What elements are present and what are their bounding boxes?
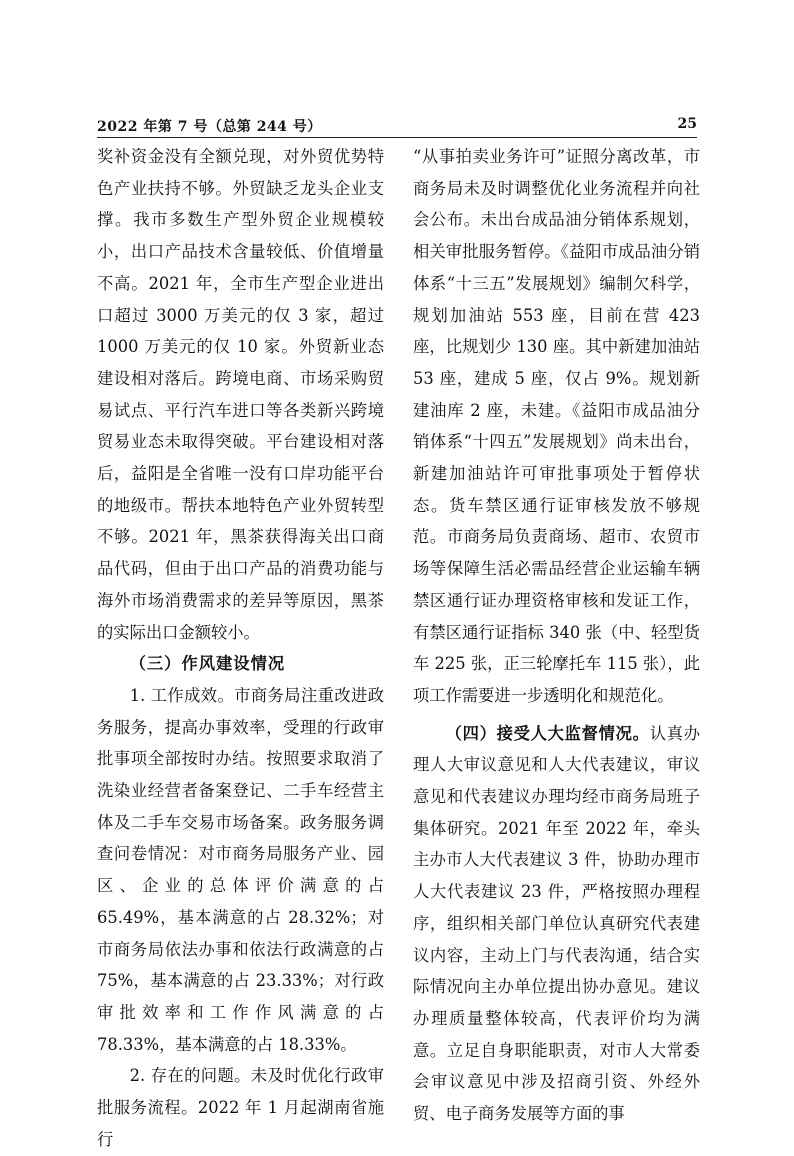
section-heading-4: （四）接受人大监督情况。: [445, 723, 650, 743]
page-header: [97, 114, 697, 138]
right-paragraph-1: “从事拍卖业务许可”证照分离改革，市商务局未及时调整优化业务流程并向社会公布。未出台成品油分销体系规划，相关审批服务暂停。《益阳市成品油分销体系“十三五”发展规划》编制欠科学，规划加油站 553 座，目前在营 423 座，比规划少 130 座。其中新建加油站 53 座，建成 5 座，仅占 9%。规划新建油库 2 座，未建。《益阳市成品油分销体系“十四五”发展规划》尚未出台，新建加油站许可审批事项处于暂停状态。货车禁区通行证审核发放不够规范。市商务局负责商场、超市、农贸市场等保障生活必需品经营企业运输车辆禁区通行证办理资格审核和发证工作，有禁区通行证指标 340 张（中、轻型货车 225 张，正三轮摩托车 115 张），此项工作需要进一步透明化和规范化。: [413, 147, 700, 705]
page-number: 25: [677, 116, 697, 132]
left-paragraph-2: 1. 工作成效。市商务局注重改进政务服务，提高办事效率，受理的行政审批事项全部按时办结。按照要求取消了洗染业经营者备案登记、二手车经营主体及二手车交易市场备案。政务服务调查问卷情况：对市商务局服务产业、园区、企业的总体评价满意的占 65.49%，基本满意的占 28.32%；对市商务局依法办事和依法行政满意的占 75%，基本满意的占 23.33%；对行政审批效率和工作作风满意的占 78.33%，基本满意的占 18.33%。: [97, 685, 384, 1054]
left-paragraph-3: 2. 存在的问题。未及时优化行政审批服务流程。2022 年 1 月起湖南省施行: [97, 1066, 384, 1149]
right-column: [413, 141, 700, 1130]
left-column: [97, 141, 384, 1156]
header-rule: [97, 137, 697, 138]
left-paragraph-1: 奖补资金没有全额兑现，对外贸优势特色产业扶持不够。外贸缺乏龙头企业支撑。我市多数生产型外贸企业规模较小，出口产品技术含量较低、价值增量不高。2021 年，全市生产型企业进出口超过 3000 万美元的仅 3 家，超过 1000 万美元的仅 10 家。外贸新业态建设相对落后。跨境电商、市场采购贸易试点、平行汽车进口等各类新兴跨境贸易业态未取得突破。平台建设相对落后，益阳是全省唯一没有口岸功能平台的地级市。帮扶本地特色产业外贸转型不够。2021 年，黑茶获得海关出口商品代码，但由于出口产品的消费功能与海外市场消费需求的差异等原因，黑茶的实际出口金额较小。: [97, 147, 384, 642]
issue-label: 2022 年第 7 号（总第 244 号）: [97, 119, 322, 135]
right-paragraph-2-text: 认真办理人大审议意见和人大代表建议，审议意见和代表建议办理均经市商务局班子集体研究。2021 年至 2022 年，牵头主办市人大代表建议 3 件，协助办理市人大代表建议 23 件，严格按照办理程序，组织相关部门单位认真研究代表建议内容，主动上门与代表沟通，结合实际情况向主办单位提出协办意见。建议办理质量整体较高，代表评价均为满意。立足自身职能职责，对市人大常委会审议意见中涉及招商引资、外经外贸、电子商务发展等方面的事: [413, 723, 700, 1124]
right-paragraph-2: [413, 718, 700, 1130]
section-heading-3: （三）作风建设情况: [129, 654, 286, 674]
